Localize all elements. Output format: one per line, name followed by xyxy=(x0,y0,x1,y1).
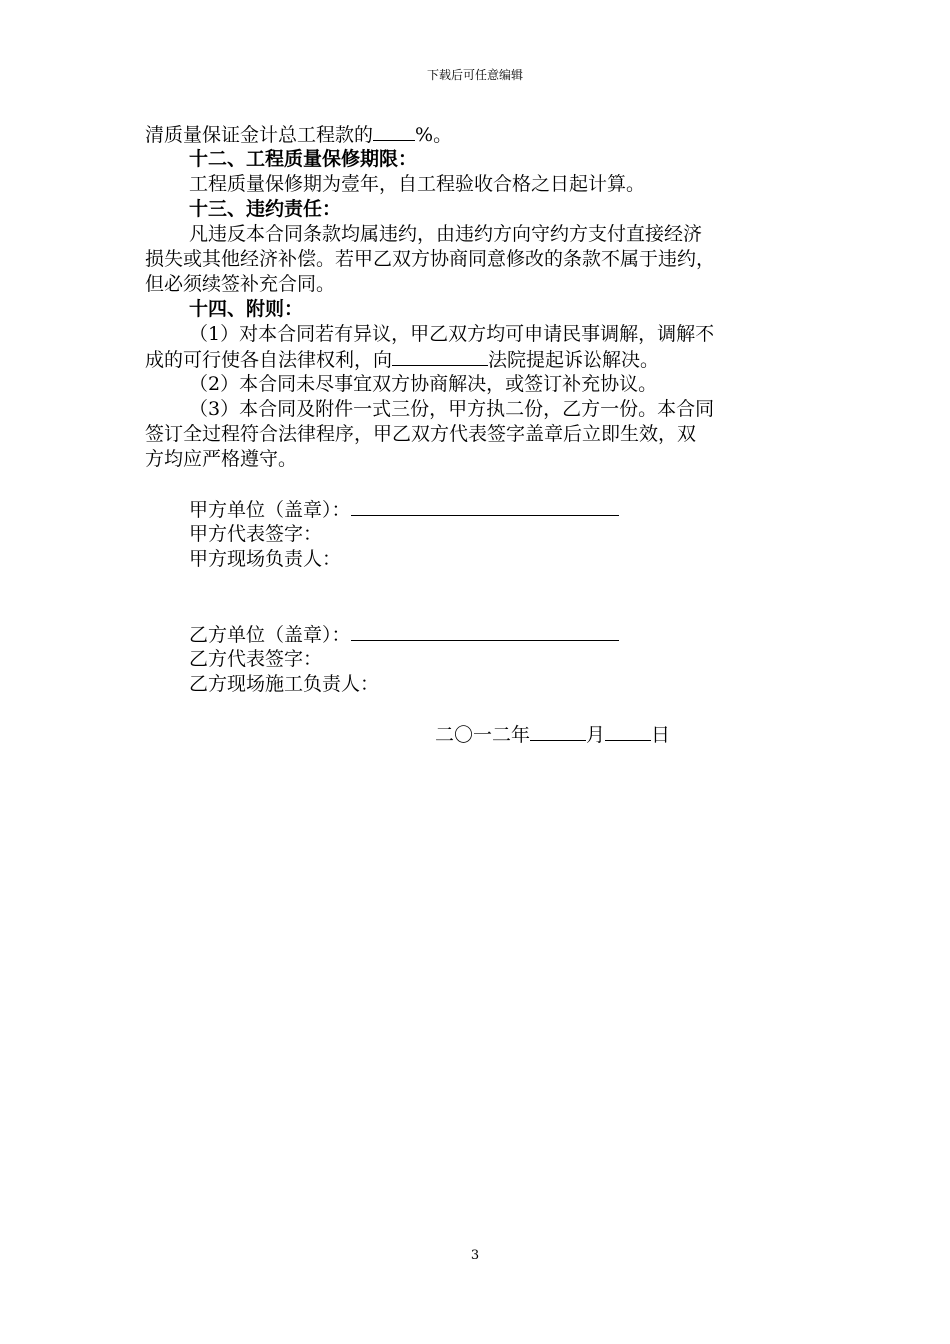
day-blank xyxy=(605,722,651,741)
party-b-site-line: 乙方现场施工负责人： xyxy=(189,673,380,695)
page-header: 下载后可任意编辑 xyxy=(426,68,523,82)
month-blank xyxy=(530,722,586,741)
court-blank xyxy=(392,347,488,366)
spacer xyxy=(145,472,810,497)
percent-blank xyxy=(373,122,415,141)
text: 甲方单位（盖章）： xyxy=(189,499,351,521)
text: 二〇一二年 xyxy=(435,724,531,746)
text: 日 xyxy=(651,724,671,746)
spacer xyxy=(145,572,810,622)
party-b-unit-line xyxy=(145,622,810,647)
date-line xyxy=(145,722,810,747)
section-14-heading: 十四、附则： xyxy=(189,298,304,320)
section-12-heading: 十二、工程质量保修期限： xyxy=(189,148,418,170)
section-13-text: 凡违反本合同条款均属违约，由违约方向守约方支付直接经济 xyxy=(189,223,703,245)
party-a-rep-line: 甲方代表签字： xyxy=(189,523,323,545)
text: 法院提起诉讼解决。 xyxy=(488,349,660,371)
text: 乙方单位（盖章）： xyxy=(189,624,351,646)
section-14-item-3: 方均应严格遵守。 xyxy=(145,448,298,470)
section-14-item-1 xyxy=(145,347,810,372)
signature-blank xyxy=(351,497,619,516)
contract-body xyxy=(145,122,810,747)
spacer xyxy=(145,697,810,722)
text: 月 xyxy=(586,724,606,746)
section-14-item-1: （1）对本合同若有异议，甲乙双方均可申请民事调解，调解不 xyxy=(189,323,715,345)
party-a-unit-line xyxy=(145,497,810,522)
section-13-text: 损失或其他经济补偿。若甲乙双方协商同意修改的条款不属于违约， xyxy=(145,248,716,270)
text: 成的可行使各自法律权利，向 xyxy=(145,349,393,371)
party-a-site-line: 甲方现场负责人： xyxy=(189,548,342,570)
text: 清质量保证金计总工程款的 xyxy=(145,124,374,146)
text: %。 xyxy=(415,124,453,146)
section-12-text: 工程质量保修期为壹年，自工程验收合格之日起计算。 xyxy=(189,173,646,195)
section-14-item-3: 签订全过程符合法律程序，甲乙双方代表签字盖章后立即生效，双 xyxy=(145,423,697,445)
quality-deposit-line xyxy=(145,122,810,147)
section-13-text: 但必须续签补充合同。 xyxy=(145,273,336,295)
section-13-heading: 十三、违约责任： xyxy=(189,198,342,220)
page-number: 3 xyxy=(470,1248,480,1263)
party-b-rep-line: 乙方代表签字： xyxy=(189,648,323,670)
section-14-item-3: （3）本合同及附件一式三份，甲方执二份，乙方一份。本合同 xyxy=(189,398,715,420)
signature-blank xyxy=(351,622,619,641)
section-14-item-2: （2）本合同未尽事宜双方协商解决，或签订补充协议。 xyxy=(189,373,658,395)
